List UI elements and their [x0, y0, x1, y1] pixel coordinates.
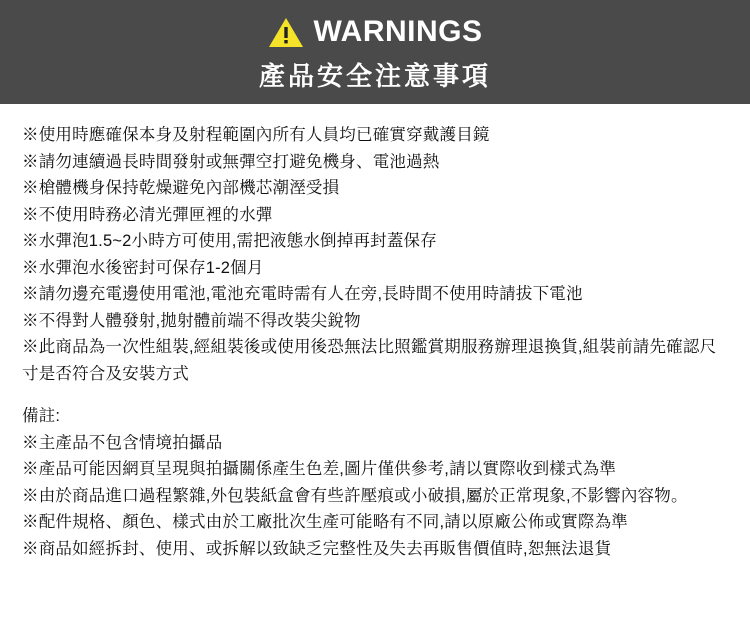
warning-item: ※不得對人體發射,拋射體前端不得改裝尖銳物	[22, 311, 361, 330]
note-item: ※主產品不包含情境拍攝品	[22, 433, 223, 452]
warning-item: ※槍體機身保持乾燥避免內部機芯潮溼受損	[22, 179, 340, 197]
warning-item: ※水彈泡1.5~2小時方可使用,需把液態水倒掉再封蓋保存	[22, 232, 437, 250]
warnings-title-en: WARNINGS	[313, 15, 483, 48]
warning-item: ※使用時應確保本身及射程範圍內所有人員均已確實穿戴護目鏡	[22, 126, 490, 144]
notes-title: 備註:	[22, 407, 61, 425]
warning-item: ※請勿連續過長時間發射或無彈空打避免機身、電池過熱	[22, 152, 440, 171]
warning-item: ※此商品為一次性組裝,經組裝後或使用後恐無法比照鑑賞期服務辦理退換貨,組裝前請先確認尺寸是否符合及安裝方式	[22, 338, 717, 383]
header-title-row	[0, 10, 750, 54]
warning-triangle-icon	[268, 16, 304, 48]
warning-item: ※不使用時務必清光彈匣裡的水彈	[22, 205, 273, 224]
section-spacer	[22, 387, 728, 403]
note-item: ※產品可能因網頁呈現與拍攝關係產生色差,圖片僅供參考,請以實際收到樣式為準	[22, 460, 617, 478]
note-item: ※配件規格、顏色、樣式由於工廠批次生產可能略有不同,請以原廠公佈或實際為準	[22, 513, 628, 531]
warnings-title-zh: 產品安全注意事項	[258, 61, 491, 91]
note-item: ※由於商品進口過程繁雜,外包裝紙盒會有些許壓痕或小破損,屬於正常現象,不影響內容物。	[22, 486, 688, 505]
warning-item: ※請勿邊充電邊使用電池,電池充電時需有人在旁,長時間不使用時請拔下電池	[22, 285, 583, 303]
warning-item: ※水彈泡水後密封可保存1-2個月	[22, 258, 264, 277]
note-item: ※商品如經拆封、使用、或拆解以致缺乏完整性及失去再販售價值時,恕無法退貨	[22, 539, 612, 558]
page-header	[0, 0, 750, 104]
warnings-content	[0, 104, 750, 562]
